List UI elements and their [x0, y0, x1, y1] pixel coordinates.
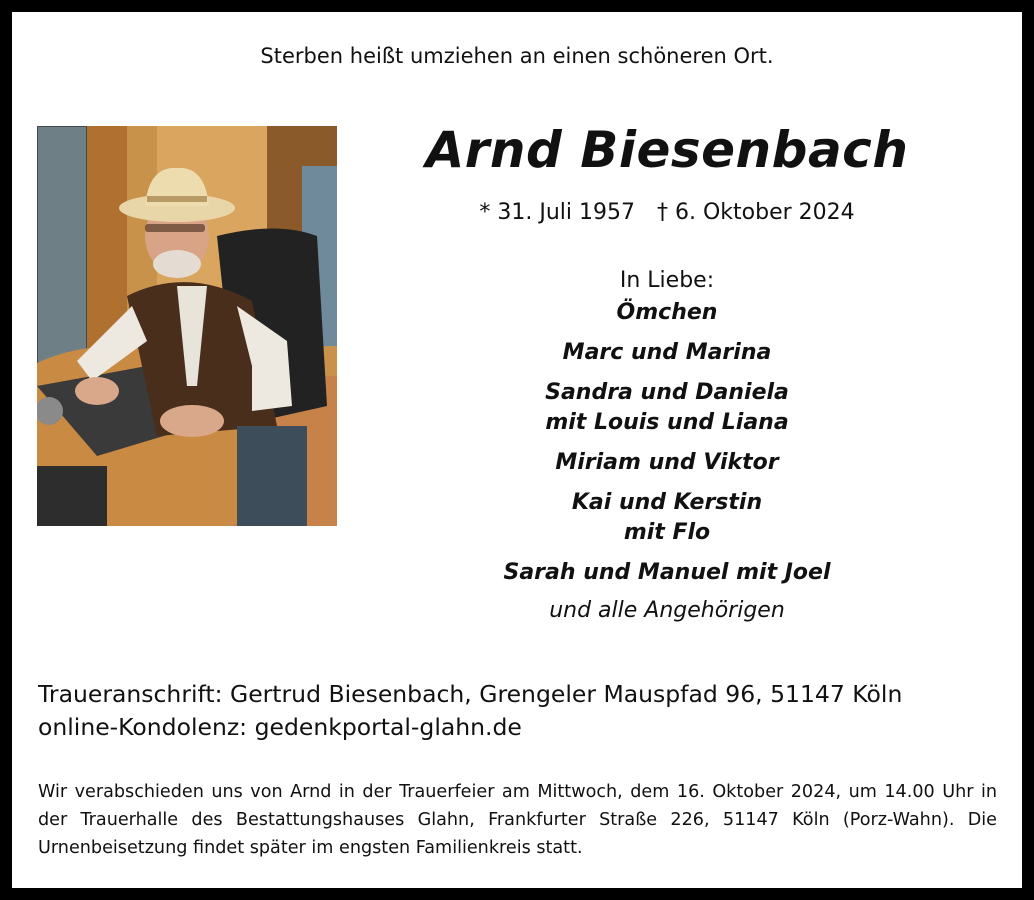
closing-line: und alle Angehörigen	[549, 598, 785, 623]
obituary-card	[12, 12, 1022, 888]
family-line: Sandra und Daniela	[545, 380, 789, 405]
family-item	[412, 298, 922, 328]
family-line: mit Louis und Liana	[545, 410, 789, 435]
contact-block	[38, 678, 998, 744]
family-line: mit Flo	[623, 520, 711, 545]
mourning-address: Traueranschrift: Gertrud Biesenbach, Grengeler Mauspfad 96, 51147 Köln	[38, 680, 903, 708]
deceased-name: Arnd Biesenbach	[425, 121, 909, 179]
family-item	[412, 488, 922, 548]
ceremony-text: Wir verabschieden uns von Arnd in der Trauerfeier am Mittwoch, dem 16. Oktober 2024, um 14.00 Uhr in der Trauerhalle des Bestattungshauses Glahn, Frankfurter Straße 226, 51147 Köln (Porz-Wahn). Die Urnenbeisetzung findet später im engsten Familienkreis statt.	[38, 782, 997, 858]
motto-text: Sterben heißt umziehen an einen schöneren Ort.	[260, 44, 774, 68]
family-item	[412, 338, 922, 368]
online-condolence: online-Kondolenz: gedenkportal-glahn.de	[38, 713, 522, 741]
family-item	[412, 558, 922, 588]
portrait-photo	[37, 126, 337, 526]
life-dates	[412, 198, 922, 228]
family-line: Miriam und Viktor	[555, 450, 779, 475]
family-line: Kai und Kerstin	[571, 490, 763, 515]
family-list	[412, 298, 922, 588]
family-item	[412, 448, 922, 478]
family-line: Marc und Marina	[562, 340, 772, 365]
family-item	[412, 378, 922, 438]
family-line: Sarah und Manuel mit Joel	[503, 560, 831, 585]
death-date: † 6. Oktober 2024	[656, 200, 855, 225]
main-column	[412, 118, 922, 626]
in-liebe-heading: In Liebe:	[619, 268, 715, 293]
birth-date: * 31. Juli 1957	[479, 200, 635, 225]
family-line: Ömchen	[616, 300, 718, 325]
